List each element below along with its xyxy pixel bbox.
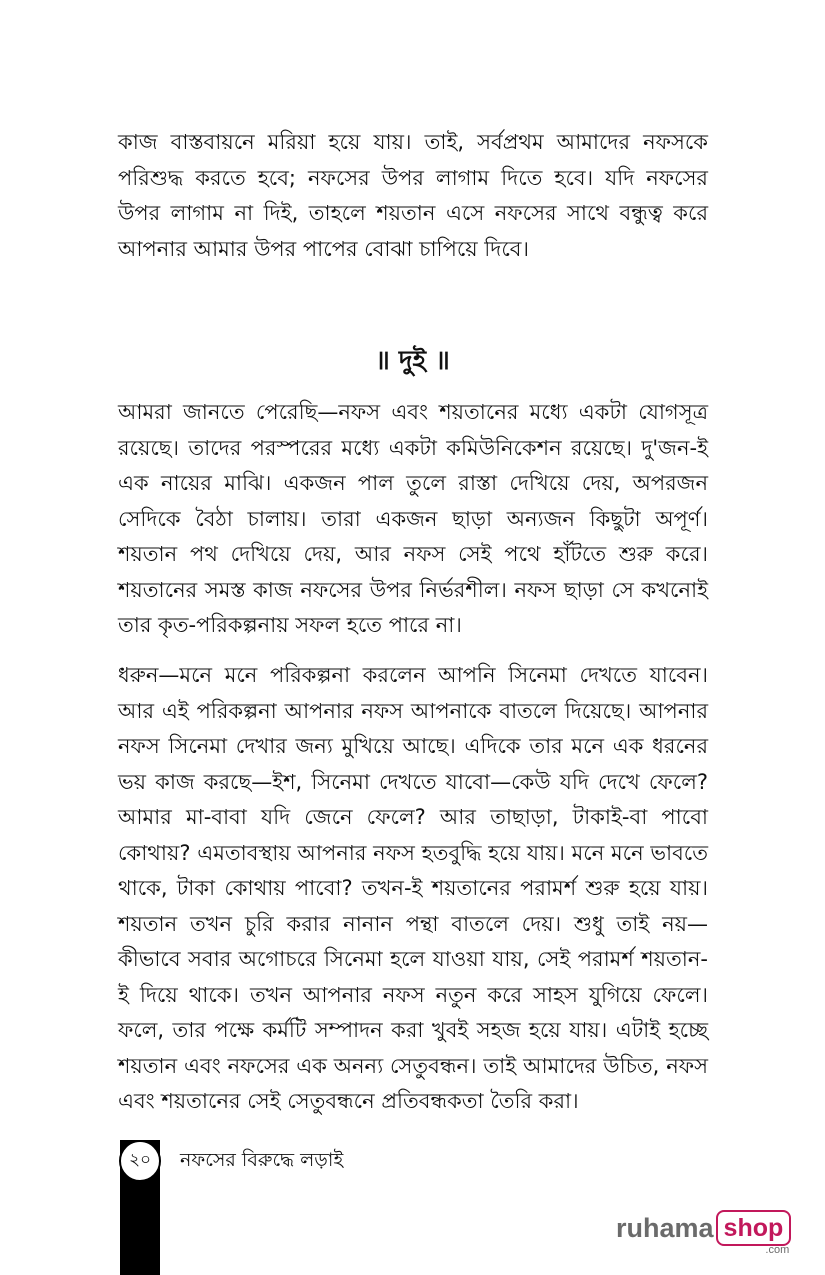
brand-name-part2: shop — [716, 1210, 792, 1246]
page-number: ২০ — [119, 1140, 161, 1182]
paragraph-1: কাজ বাস্তবায়নে মরিয়া হয়ে যায়। তাই, সর্বপ্রথম আমাদের নফসকে পরিশুদ্ধ করতে হবে; নফসের উপর লাগাম দিতে হবে। যদি নফসের উপর লাগাম না দিই, তাহলে শয়তান এসে নফসের সাথে বন্ধুত্ব করে আপনার আমার উপর পাপের বোঝা চাপিয়ে দিবে। — [118, 130, 708, 261]
section-heading: ॥ দুই ॥ — [375, 346, 450, 376]
brand-logo — [616, 1210, 791, 1258]
brand-suffix: .com — [765, 1244, 790, 1256]
footer-book-title: নফসের বিরুদ্ধে লড়াই — [180, 1149, 344, 1171]
brand-shop-badge — [716, 1210, 792, 1256]
paragraph-2: আমরা জানতে পেরেছি—নফস এবং শয়তানের মধ্যে একটা যোগসূত্র রয়েছে। তাদের পরস্পরের মধ্যে একটা কমিউনিকেশন রয়েছে। দু'জন-ই এক নায়ের মাঝি। একজন পাল তুলে রাস্তা দেখিয়ে দেয়, অপরজন সেদিকে বৈঠা চালায়। তারা একজন ছাড়া অন্যজন কিছুটা অপূর্ণ। শয়তান পথ দেখিয়ে দেয়, আর নফস সেই পথে হাঁটতে শুরু করে। শয়তানের সমস্ত কাজ নফসের উপর নির্ভরশীল। নফস ছাড়া সে কখনোই তার কৃত-পরিকল্পনায় সফল হতে পারে না। — [118, 400, 708, 637]
brand-name-part1: ruhama — [616, 1213, 714, 1243]
paragraph-3: ধরুন—মনে মনে পরিকল্পনা করলেন আপনি সিনেমা দেখতে যাবেন। আর এই পরিকল্পনা আপনার নফস আপনাকে বাতলে দিয়েছে। আপনার নফস সিনেমা দেখার জন্য মুখিয়ে আছে। এদিকে তার মনে এক ধরনের ভয় কাজ করছে—ইশ, সিনেমা দেখতে যাবো—কেউ যদি দেখে ফেলে? আমার মা-বাবা যদি জেনে ফেলে? আর তাছাড়া, টাকাই-বা পাবো কোথায়? এমতাবস্থায় আপনার নফস হতবুদ্ধি হয়ে যায়। মনে মনে ভাবতে থাকে, টাকা কোথায় পাবো? তখন-ই শয়তানের পরামর্শ শুরু হয়ে যায়। শয়তান তখন চুরি করার নানান পন্থা বাতলে দেয়। শুধু তাই নয়—কীভাবে সবার অগোচরে সিনেমা হলে যাওয়া যায়, সেই পরামর্শ শয়তান-ই দিয়ে থাকে। তখন আপনার নফস নতুন করে সাহস যুগিয়ে ফেলে। ফলে, তার পক্ষে কর্মটি সম্পাদন করা খুবই সহজ হয়ে যায়। এটাই হচ্ছে শয়তান এবং নফসের এক অনন্য সেতুবন্ধন। তাই আমাদের উচিত, নফস এবং শয়তানের সেই সেতুবন্ধনে প্রতিবন্ধকতা তৈরি করা। — [118, 663, 708, 1113]
